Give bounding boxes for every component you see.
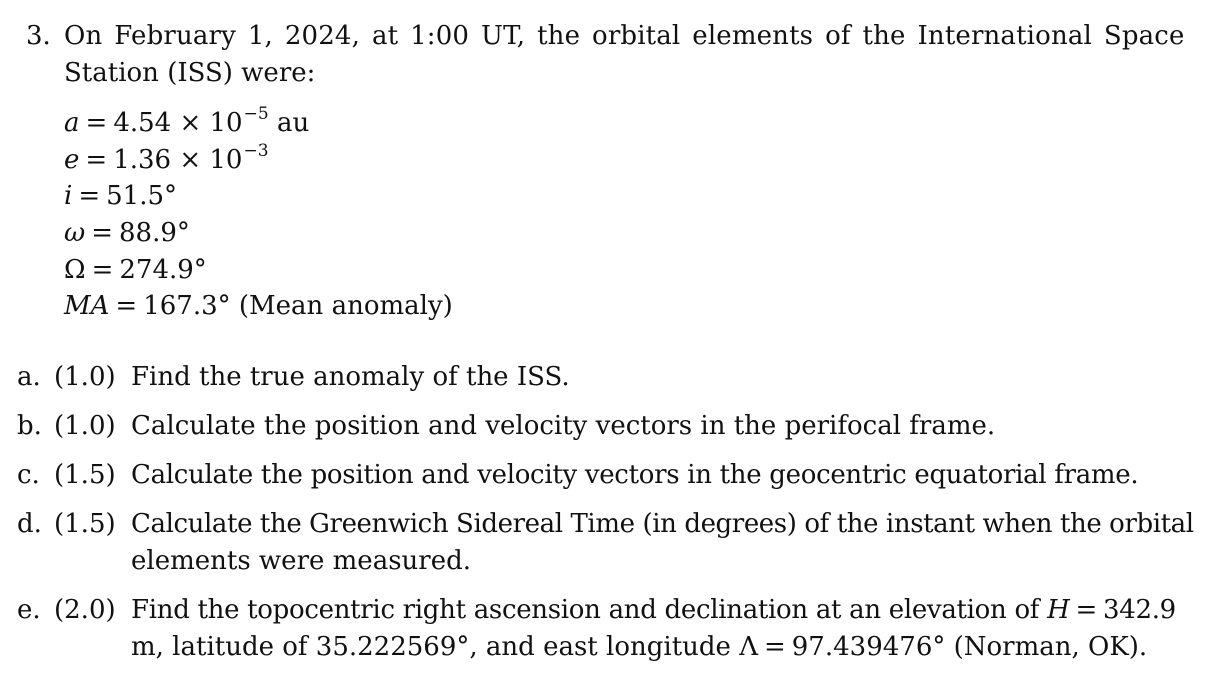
part-b-points: (1.0) [54, 411, 116, 441]
part-e-points: (2.0) [54, 595, 116, 625]
element-MA: MA = 167.3° (Mean anomaly) [64, 291, 453, 321]
part-e-letter: e. [17, 595, 41, 625]
part-b-text: Calculate the position and velocity vectors in the perifocal frame. [131, 411, 996, 441]
element-a: $a = 4.54 \times 10^{-5}$ au [64, 104, 310, 138]
part-e-text-line1: Find the topocentric right ascension and declination at an elevation of H = 342.9 [131, 595, 1176, 625]
problem-number: 3. [26, 21, 51, 51]
part-c-points: (1.5) [54, 460, 116, 490]
part-d-text-line2: elements were measured. [131, 546, 472, 576]
problem-text-line2: Station (ISS) were: [64, 58, 316, 88]
part-d-text-line1: Calculate the Greenwich Sidereal Time (in degrees) of the instant when the orbital [131, 509, 1194, 539]
element-i: i = 51.5° [64, 181, 178, 211]
part-c-letter: c. [17, 460, 40, 490]
part-d-points: (1.5) [54, 509, 116, 539]
element-omega: ω = 88.9° [64, 218, 190, 248]
problem-text-line1: On February 1, 2024, at 1:00 UT, the orbital elements of the International Space [64, 21, 1185, 51]
part-a-points: (1.0) [54, 362, 116, 392]
part-b-letter: b. [17, 411, 42, 441]
part-a-text: Find the true anomaly of the ISS. [131, 362, 570, 392]
part-d-letter: d. [17, 509, 42, 539]
part-e-text-line2: m, latitude of 35.222569°, and east longitude Λ = 97.439476° (Norman, OK). [131, 632, 1148, 662]
element-e: $e = 1.36 \times 10^{-3}$ [64, 141, 269, 175]
part-a-letter: a. [17, 362, 41, 392]
part-c-text: Calculate the position and velocity vectors in the geocentric equatorial frame. [131, 460, 1139, 490]
element-Omega: Ω = 274.9° [64, 255, 207, 285]
